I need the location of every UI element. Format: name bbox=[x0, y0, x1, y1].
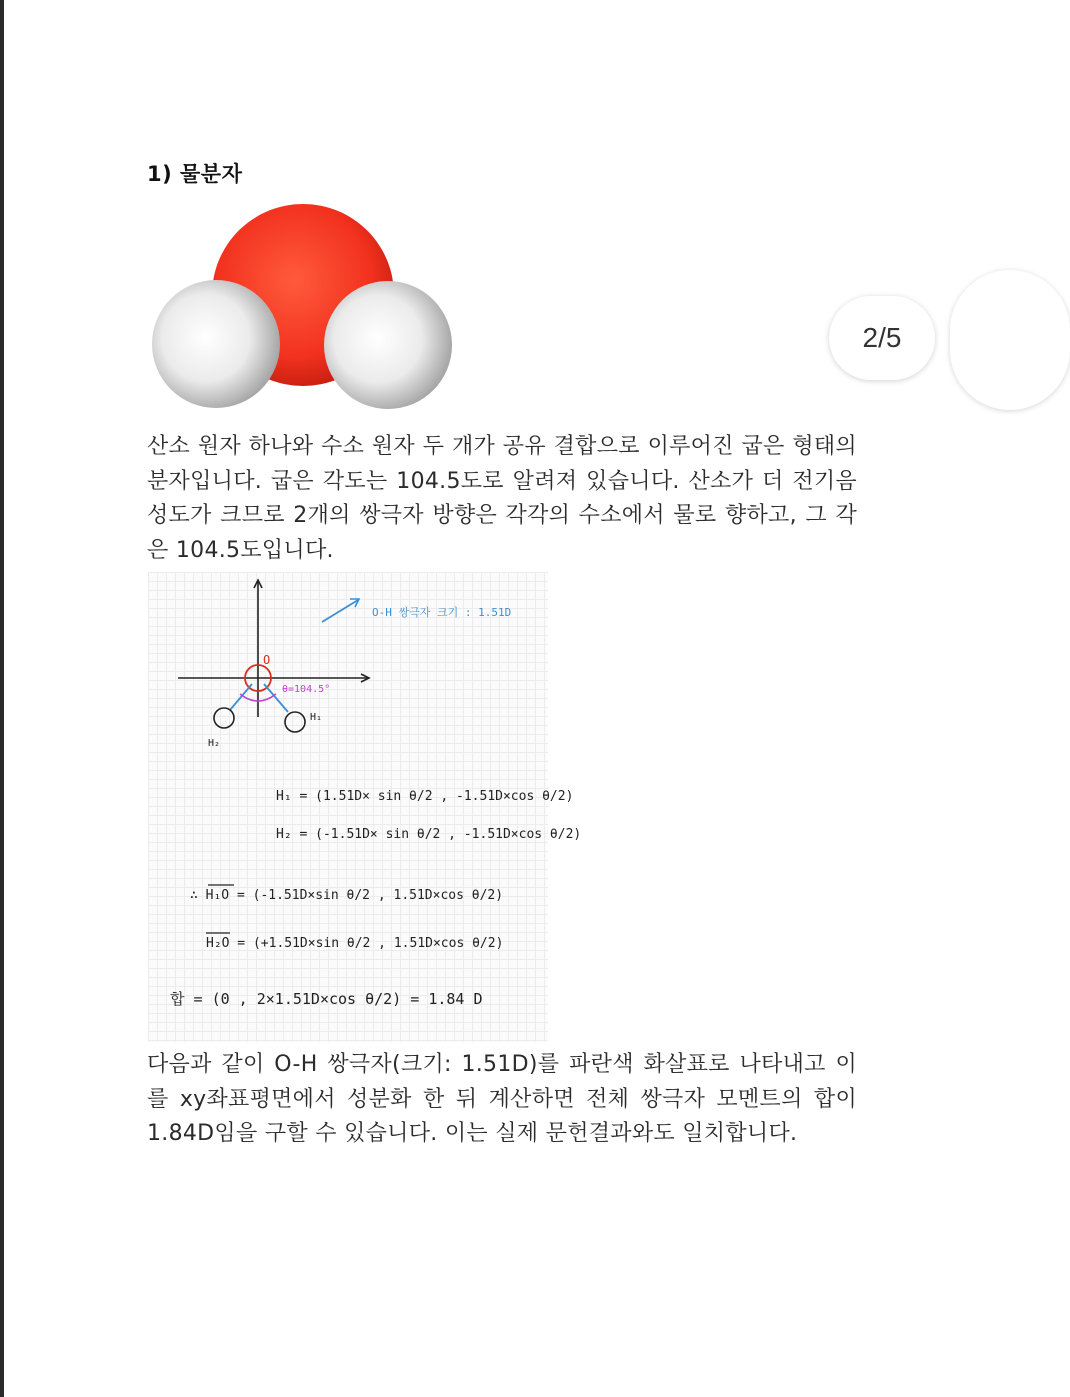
oxygen-label: O bbox=[263, 653, 271, 667]
hydrogen-atom-right bbox=[324, 281, 452, 409]
paragraph-description: 산소 원자 하나와 수소 원자 두 개가 공유 결합으로 이루어진 굽은 형태의 분자입니다. 굽은 각도는 104.5도로 알려져 있습니다. 산소가 더 전기음성도가 크므로 2개의 쌍극자 방향은 각각의 수소에서 물로 향하고, 그 각은 104.5도입니다. bbox=[147, 434, 857, 563]
h1-label: H₁ bbox=[310, 712, 323, 723]
section-heading: 1) 물분자 bbox=[147, 162, 243, 186]
page-indicator[interactable]: 2/5 bbox=[829, 296, 935, 380]
screen-edge bbox=[0, 0, 4, 1397]
water-molecule-image bbox=[150, 205, 460, 420]
h1-circle bbox=[285, 712, 305, 732]
legend-arrow bbox=[322, 600, 358, 622]
equation-h1: H₁ = (1.51D× sin θ/2 , -1.51D×cos θ/2) bbox=[276, 789, 574, 804]
legend-text: O-H 쌍극자 크기 : 1.51D bbox=[372, 606, 512, 619]
h2-label: H₂ bbox=[208, 738, 221, 749]
angle-label: θ=104.5° bbox=[282, 684, 331, 695]
equation-vector-h2o: H₂O = (+1.51D×sin θ/2 , 1.51D×cos θ/2) bbox=[206, 936, 504, 951]
equation-sum: 합 = (0 , 2×1.51D×cos θ/2) = 1.84 D bbox=[170, 990, 483, 1008]
paragraph-conclusion: 다음과 같이 O-H 쌍극자(크기: 1.51D)를 파란색 화살표로 나타내고 이를 xy좌표평면에서 성분화 한 뒤 계산하면 전체 쌍극자 모멘트의 합이 1.84D임을 구할 수 있습니다. 이는 실제 문헌결과와도 일치합니다. bbox=[147, 1052, 857, 1146]
h2-circle bbox=[214, 708, 234, 728]
equation-vector-h1o: ∴ H₁O = (-1.51D×sin θ/2 , 1.51D×cos θ/2) bbox=[190, 888, 504, 903]
bond-to-h2 bbox=[230, 684, 252, 710]
next-page-button[interactable] bbox=[950, 270, 1070, 410]
equation-h2: H₂ = (-1.51D× sin θ/2 , -1.51D×cos θ/2) bbox=[276, 827, 582, 842]
hydrogen-atom-left bbox=[152, 280, 280, 408]
dipole-calculation-sketch bbox=[148, 572, 582, 1042]
